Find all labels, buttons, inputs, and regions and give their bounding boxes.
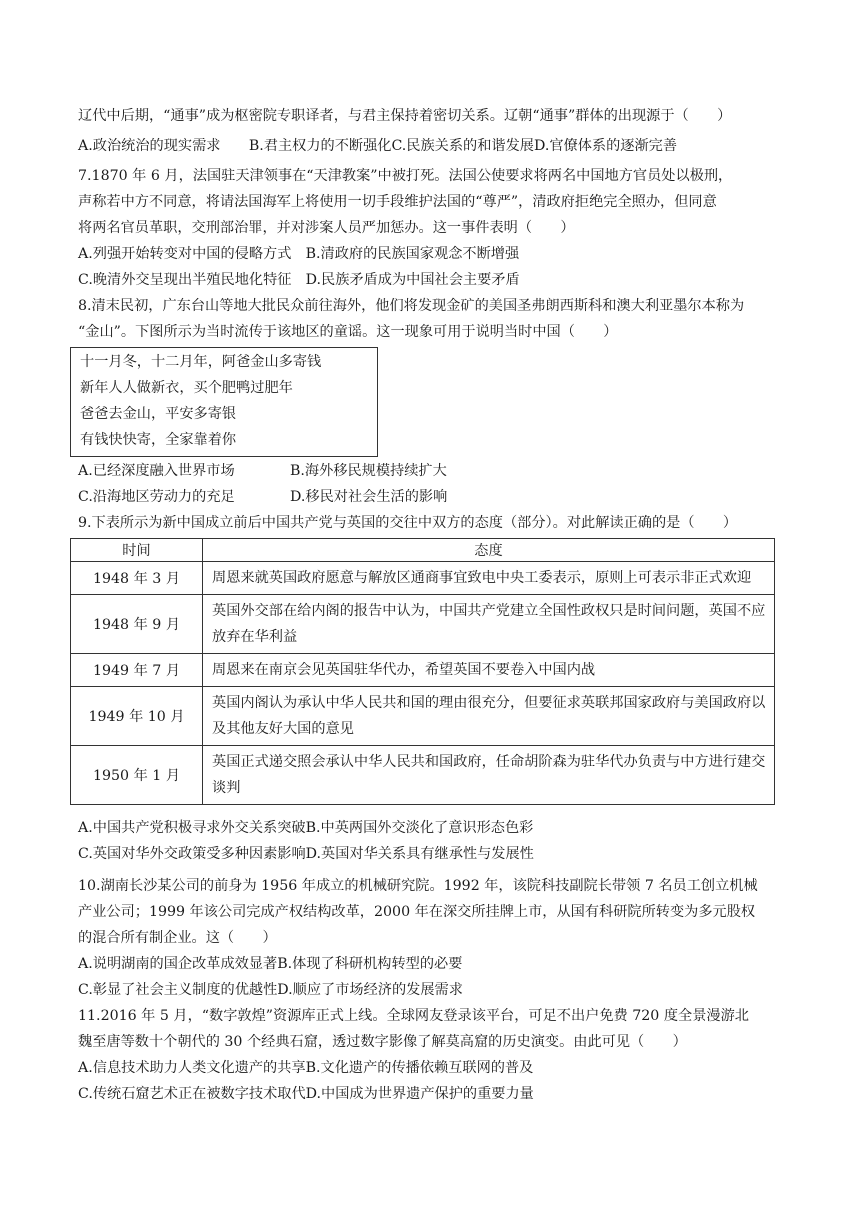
cell-attitude: 英国外交部在给内阁的报告中认为，中国共产党建立全国性政权只是时间问题，英国不应放弃在华利益 bbox=[203, 595, 775, 654]
header-time: 时间 bbox=[71, 539, 203, 562]
rhyme-line: 爸爸去金山，平安多寄银 bbox=[80, 406, 237, 422]
q10-options-cd: C.彰显了社会主义制度的优越性D.顺应了市场经济的发展需求 bbox=[78, 982, 463, 998]
q11-stem-line-2: 魏至唐等数十个朝代的 30 个经典石窟，透过数字影像了解莫高窟的历史演变。由此可见（ ） bbox=[78, 1034, 687, 1050]
table-header-row bbox=[71, 539, 775, 562]
q8-option-a: A.已经深度融入世界市场 bbox=[78, 463, 235, 479]
q7-stem-line-3: 将两名官员革职，交刑部治罪，并对涉案人员严加惩办。这一事件表明（ ） bbox=[78, 220, 575, 236]
table-row bbox=[71, 687, 775, 746]
q10-stem-line-3: 的混合所有制企业。这（ ） bbox=[78, 930, 277, 946]
attitude-table bbox=[70, 538, 775, 805]
header-attitude: 态度 bbox=[203, 539, 775, 562]
q7-stem-line-1: 7.1870 年 6 月，法国驻天津领事在“天津教案”中被打死。法国公使要求将两名中国地方官员处以极刑， bbox=[78, 168, 733, 184]
rhyme-line: 新年人人做新衣，买个肥鸭过肥年 bbox=[80, 380, 293, 396]
rhyme-line: 十一月冬，十二月年，阿爸金山多寄钱 bbox=[80, 354, 322, 370]
q10-options-ab: A.说明湖南的国企改革成效显著B.体现了科研机构转型的必要 bbox=[78, 956, 463, 972]
rhyme-line: 有钱快快寄，全家靠着你 bbox=[80, 432, 237, 448]
q7-options-ab: A.列强开始转变对中国的侵略方式 B.清政府的民族国家观念不断增强 bbox=[78, 246, 520, 262]
q8-option-c: C.沿海地区劳动力的充足 bbox=[78, 489, 235, 505]
q10-stem-line-2: 产业公司；1999 年该公司完成产权结构改革，2000 年在深交所挂牌上市，从国有科研院所转变为多元股权 bbox=[78, 904, 756, 920]
q10-stem-line-1: 10.湖南长沙某公司的前身为 1956 年成立的机械研究院。1992 年，该院科技副院长带领 7 名员工创立机械 bbox=[78, 878, 758, 894]
q9-options-cd: C.英国对华外交政策受多种因素影响D.英国对华关系具有继承性与发展性 bbox=[78, 846, 534, 862]
q7-stem-line-2: 声称若中方不同意，将请法国海军上将使用一切手段维护法国的“尊严”，清政府拒绝完全照办，但同意 bbox=[78, 194, 717, 210]
table-row bbox=[71, 746, 775, 805]
cell-attitude: 周恩来就英国政府愿意与解放区通商事宜致电中央工委表示，原则上可表示非正式欢迎 bbox=[203, 562, 775, 595]
q9-options-ab: A.中国共产党积极寻求外交关系突破B.中英两国外交淡化了意识形态色彩 bbox=[78, 820, 534, 836]
q6-stem-line: 辽代中后期，“通事”成为枢密院专职译者，与君主保持着密切关系。辽朝“通事”群体的出现源于（ ） bbox=[78, 108, 732, 124]
q9-stem: 9.下表所示为新中国成立前后中国共产党与英国的交往中双方的态度（部分）。对此解读正确的是（ ） bbox=[78, 515, 738, 531]
q11-stem-line-1: 11.2016 年 5 月，“数字敦煌”资源库正式上线。全球网友登录该平台，可足不出户免费 720 度全景漫游北 bbox=[78, 1008, 749, 1024]
q11-options-cd: C.传统石窟艺术正在被数字技术取代D.中国成为世界遗产保护的重要力量 bbox=[78, 1086, 534, 1102]
q8-option-d: D.移民对社会生活的影响 bbox=[290, 489, 448, 505]
cell-time: 1950 年 1 月 bbox=[71, 746, 203, 805]
table-row bbox=[71, 562, 775, 595]
q8-stem-line-2: “金山”。下图所示为当时流传于该地区的童谣。这一现象可用于说明当时中国（ ） bbox=[78, 324, 618, 340]
cell-time: 1948 年 9 月 bbox=[71, 595, 203, 654]
q11-options-ab: A.信息技术助力人类文化遗产的共享B.文化遗产的传播依赖互联网的普及 bbox=[78, 1060, 534, 1076]
cell-time: 1949 年 10 月 bbox=[71, 687, 203, 746]
table-row bbox=[71, 654, 775, 687]
table-row bbox=[71, 595, 775, 654]
q8-stem-line-1: 8.清末民初，广东台山等地大批民众前往海外，他们将发现金矿的美国圣弗朗西斯科和澳大利亚墨尔本称为 bbox=[78, 298, 745, 314]
cell-attitude: 英国正式递交照会承认中华人民共和国政府，任命胡阶森为驻华代办负责与中方进行建交谈判 bbox=[203, 746, 775, 805]
q6-options: A.政治统治的现实需求 B.君主权力的不断强化C.民族关系的和谐发展D.官僚体系的逐渐完善 bbox=[78, 138, 678, 154]
q8-option-b: B.海外移民规模持续扩大 bbox=[290, 463, 447, 479]
cell-attitude: 周恩来在南京会见英国驻华代办，希望英国不要卷入中国内战 bbox=[203, 654, 775, 687]
cell-time: 1948 年 3 月 bbox=[71, 562, 203, 595]
nursery-rhyme-box bbox=[70, 347, 378, 457]
q7-options-cd: C.晚清外交呈现出半殖民地化特征 D.民族矛盾成为中国社会主要矛盾 bbox=[78, 272, 520, 288]
cell-attitude: 英国内阁认为承认中华人民共和国的理由很充分，但要征求英联邦国家政府与美国政府以及其他友好大国的意见 bbox=[203, 687, 775, 746]
cell-time: 1949 年 7 月 bbox=[71, 654, 203, 687]
